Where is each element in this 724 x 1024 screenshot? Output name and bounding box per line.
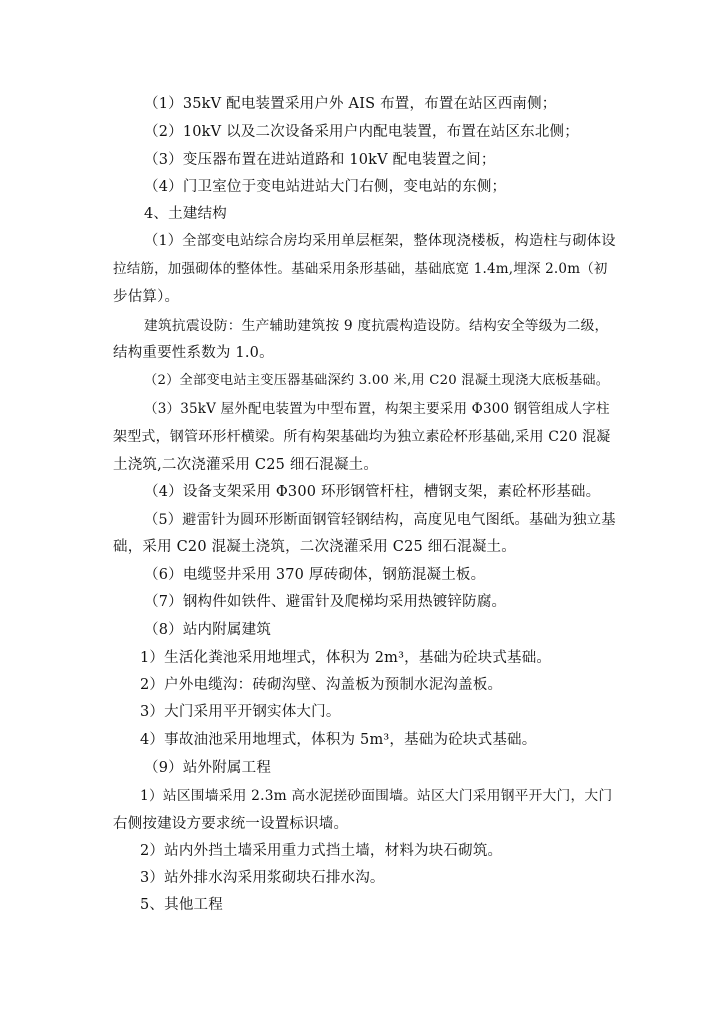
text-line: 建筑抗震设防：生产辅助建筑按 9 度抗震构造设防。结构安全等级为二级， — [144, 318, 609, 334]
text-line: （5）避雷针为圆环形断面钢管轻钢结构，高度见电气图纸。基础为独立基 — [144, 512, 616, 528]
text-line: （1）35kV 配电装置采用户外 AIS 布置，布置在站区西南侧； — [144, 96, 557, 112]
text-line: （2）10kV 以及二次设备采用户内配电装置，布置在站区东北侧； — [144, 124, 579, 140]
text-line: 土浇筑,二次浇灌采用 C25 细石混凝土。 — [113, 457, 379, 473]
text-line: 3）站外排水沟采用浆砌块石排水沟。 — [140, 870, 385, 886]
text-line: 步估算）。 — [113, 289, 180, 305]
text-line: （3）变压器布置在进站道路和 10kV 配电装置之间； — [144, 152, 496, 168]
text-line: 1）站区围墙采用 2.3m 高水泥搓砂面围墙。站区大门采用钢平开大门，大门 — [140, 788, 613, 804]
text-line: 础，采用 C20 混凝土浇筑，二次浇灌采用 C25 细石混凝土。 — [113, 539, 516, 555]
text-line: （9）站外附属工程 — [144, 760, 272, 776]
text-line: （6）电缆竖井采用 370 厚砖砌体，钢筋混凝土板。 — [144, 567, 486, 583]
text-line: （7）钢构件如铁件、避雷针及爬梯均采用热镀锌防腐。 — [144, 594, 507, 610]
section-heading: 4、土建结构 — [144, 206, 227, 222]
text-line: 右侧按建设方要求统一设置标识墙。 — [113, 816, 349, 832]
text-line: （1）全部变电站综合房均采用单层框架，整体现浇楼板，构造柱与砌体设 — [144, 233, 616, 249]
text-line: （2）全部变电站主变压器基础深约 3.00 米,用 C20 混凝土现浇大底板基础。 — [144, 373, 610, 388]
text-line: 2）户外电缆沟：砖砌沟壁、沟盖板为预制水泥沟盖板。 — [140, 677, 503, 693]
text-line: 结构重要性系数为 1.0。 — [113, 345, 274, 361]
text-line: 架型式，钢管环形杆横梁。所有构架基础均为独立素砼杯形基础,采用 C20 混凝 — [113, 429, 611, 445]
text-line: （4）设备支架采用 Φ300 环形钢管杆柱，槽钢支架，素砼杯形基础。 — [144, 484, 601, 500]
text-line: 4）事故油池采用地埋式，体积为 5m³，基础为砼块式基础。 — [140, 732, 537, 748]
text-line: 3）大门采用平开钢实体大门。 — [140, 704, 341, 720]
text-line: （4）门卫室位于变电站进站大门右侧，变电站的东侧； — [144, 179, 507, 195]
text-line: 1）生活化粪池采用地埋式，体积为 2m³，基础为砼块式基础。 — [140, 650, 552, 666]
text-line: 拉结筋，加强砌体的整体性。基础采用条形基础，基础底宽 1.4m,埋深 2.0m（初 — [113, 261, 608, 277]
text-line: （8）站内附属建筑 — [144, 622, 272, 638]
section-heading: 5、其他工程 — [140, 897, 223, 913]
text-line: （3）35kV 屋外配电装置为中型布置，构架主要采用 Φ300 钢管组成人字柱 — [144, 401, 610, 417]
text-line: 2）站内外挡土墙采用重力式挡土墙，材料为块石砌筑。 — [140, 843, 503, 859]
